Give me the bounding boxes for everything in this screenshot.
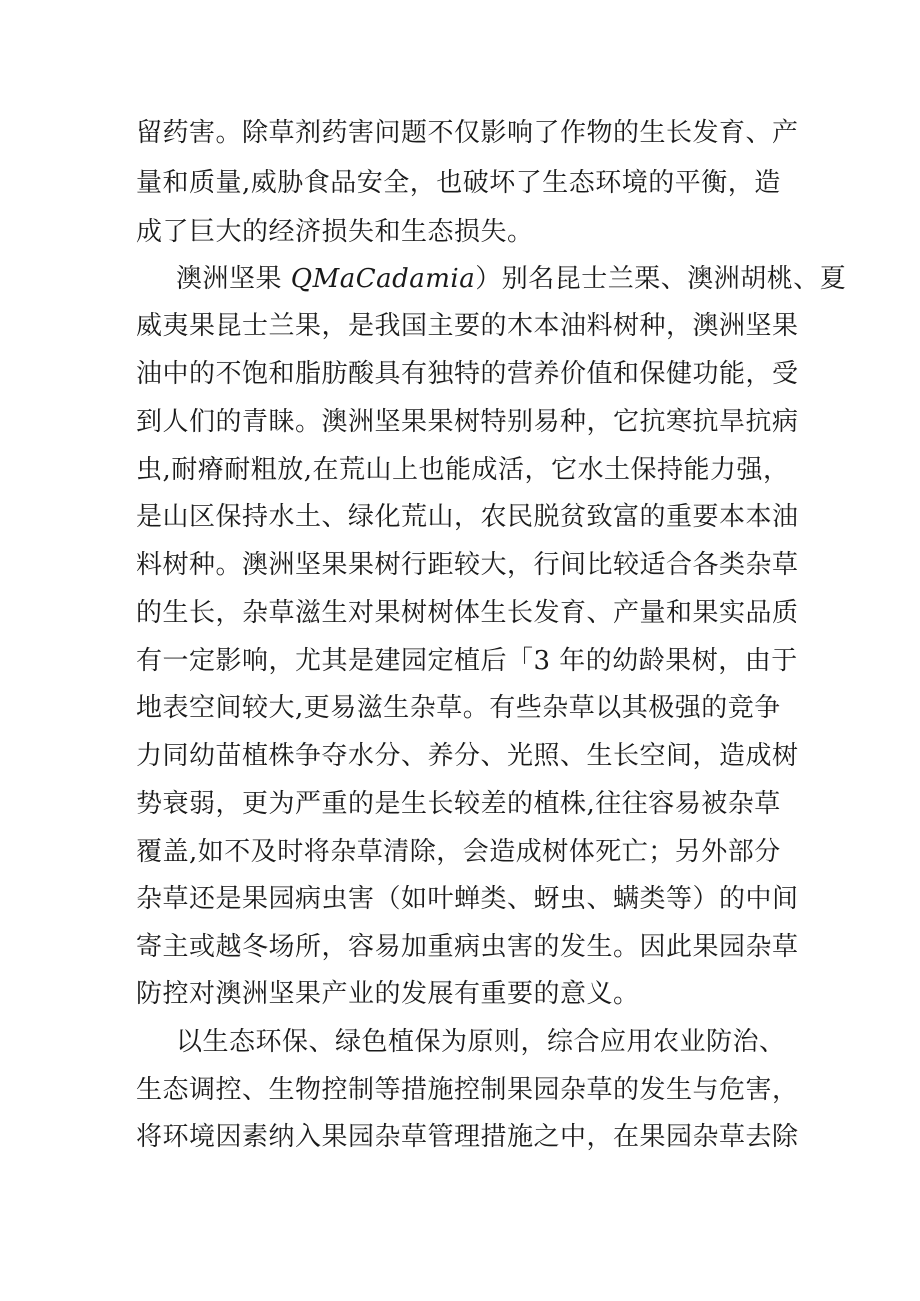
text-line: 杂草还是果园病虫害（如叶蝉类、蚜虫、螨类等）的中间	[136, 884, 799, 914]
text-line: 寄主或越冬场所，容易加重病虫害的发生。因此果园杂草	[136, 932, 799, 962]
text-line: 料树种。澳洲坚果果树行距较大，行间比较适合各类杂草	[136, 550, 799, 580]
text-line: 有一定影响，尤其是建园定植后「3 年的幼龄果树，由于	[136, 646, 798, 676]
text-line: 留药害。除草剂药害问题不仅影响了作物的生长发育、产	[136, 118, 799, 148]
text-line: 力同幼苗植株争夺水分、养分、光照、生长空间，造成树	[136, 741, 799, 771]
text-segment: ）别名昆士兰栗、澳洲胡桃、夏	[475, 264, 847, 294]
text-segment: 澳洲坚果	[176, 264, 291, 294]
text-line: 油中的不饱和脂肪酸具有独特的营养价值和保健功能，受	[136, 359, 799, 389]
text-line: 威夷果昆士兰果，是我国主要的木本油料树种，澳洲坚果	[136, 311, 799, 341]
latin-name: QMaCadamia	[290, 264, 476, 294]
text-line: 势衰弱，更为严重的是生长较差的植株,往往容易被杂草	[136, 789, 781, 819]
text-line: 防控对澳洲坚果产业的发展有重要的意义。	[136, 979, 640, 1009]
text-line: 是山区保持水土、绿化荒山，农民脱贫致富的重要本本油	[136, 502, 799, 532]
text-line: 将环境因素纳入果园杂草管理措施之中，在果园杂草去除	[136, 1122, 799, 1152]
text-line: 生态调控、生物控制等措施控制果园杂草的发生与危害，	[136, 1075, 799, 1105]
text-line: 成了巨大的经济损失和生态损失。	[136, 217, 534, 247]
text-line: 虫,耐瘠耐粗放,在荒山上也能成活，它水土保持能力强，	[136, 455, 790, 485]
text-line: 的生长，杂草滋生对果树树体生长发育、产量和果实品质	[136, 598, 799, 628]
paragraph-first-line: 以生态环保、绿色植保为原则，综合应用农业防治、	[176, 1027, 786, 1057]
text-line: 覆盖,如不及时将杂草清除，会造成树体死亡；另外部分	[136, 837, 781, 867]
text-line: 量和质量,威胁食品安全，也破坏了生态环境的平衡，造	[136, 168, 781, 198]
paragraph-first-line	[176, 259, 846, 299]
text-line: 地表空间较大,更易滋生杂草。有些杂草以其极强的竞争	[136, 693, 781, 723]
text-line: 到人们的青睐。澳洲坚果果树特别易种，它抗寒抗旱抗病	[136, 407, 799, 437]
